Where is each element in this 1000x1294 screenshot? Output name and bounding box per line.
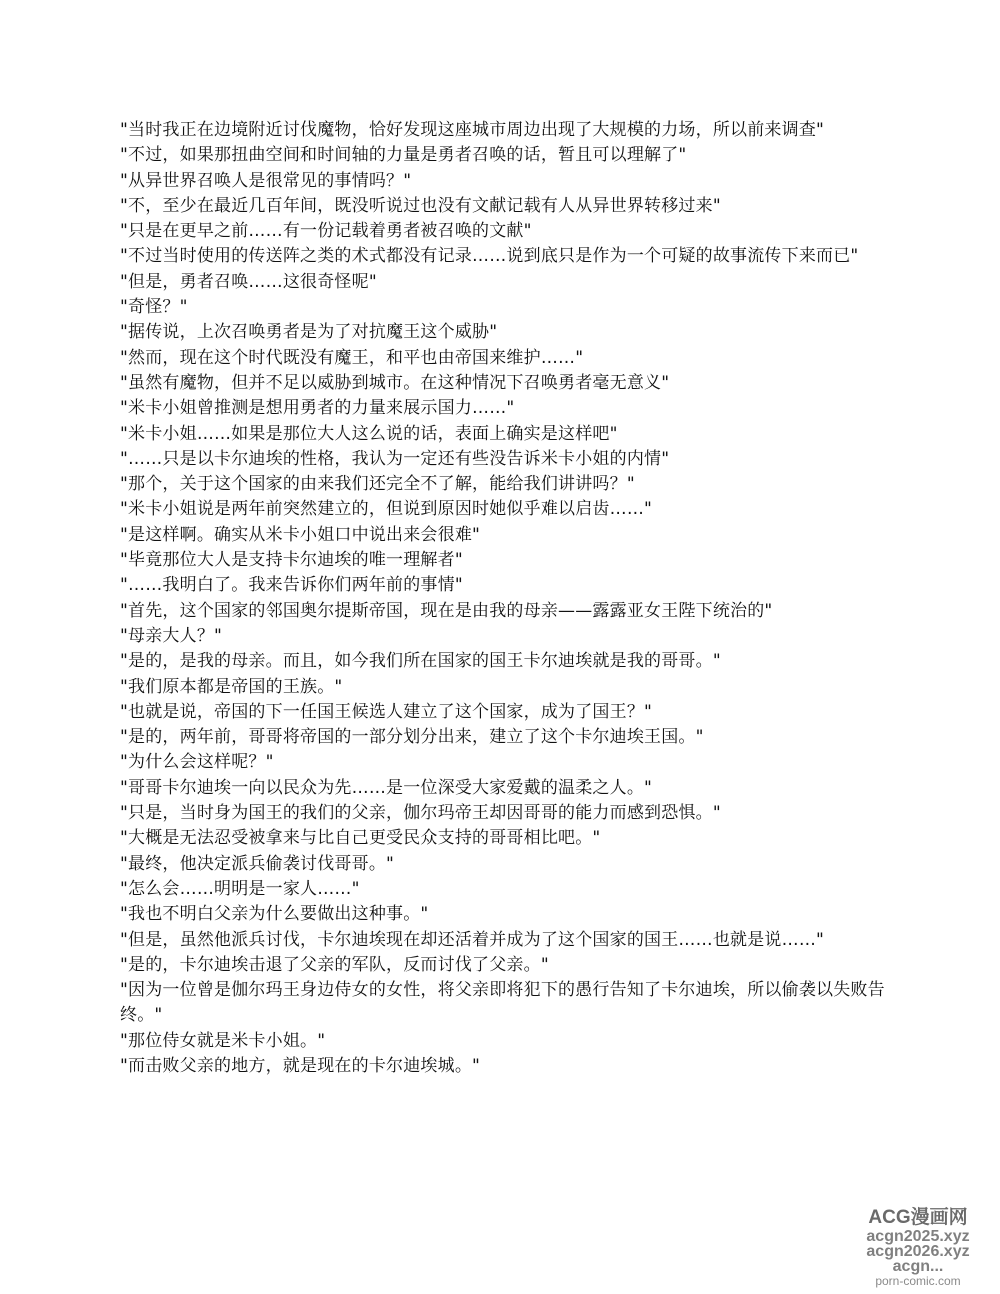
text-line: "从异世界召唤人是很常见的事情吗？" [120,170,412,191]
text-line: "是的，是我的母亲。而且，如今我们所在国家的国王卡尔迪埃就是我的哥哥。" [120,651,721,672]
text-line: "……我明白了。我来告诉你们两年前的事情" [120,575,463,596]
text-line: "然而，现在这个时代既没有魔王，和平也由帝国来维护……" [120,347,584,368]
text-line: "但是，勇者召唤……这很奇怪呢" [120,271,377,292]
text-line: "米卡小姐……如果是那位大人这么说的话，表面上确实是这样吧" [120,423,618,444]
text-line: "是这样啊。确实从米卡小姐口中说出来会很难" [120,524,481,545]
text-line: "是的，卡尔迪埃击退了父亲的军队，反而讨伐了父亲。" [120,954,549,975]
text-line: "也就是说，帝国的下一任国王候选人建立了这个国家，成为了国王？" [120,701,653,722]
text-line: "是的，两年前，哥哥将帝国的一部分划分出来，建立了这个卡尔迪埃王国。" [120,727,704,748]
text-line: "首先，这个国家的邻国奥尔提斯帝国，现在是由我的母亲——露露亚女王陛下统治的" [120,600,773,621]
watermark-domain: acgn... [892,1258,944,1275]
text-line: "不，至少在最近几百年间，既没听说过也没有文献记载有人从异世界转移过来" [120,195,721,216]
text-line: "但是，虽然他派兵讨伐，卡尔迪埃现在却还活着并成为了这个国家的国王……也就是说……" [120,929,825,950]
watermark-domain: porn-comic.com [875,1274,961,1288]
text-line: "为什么会这样呢？" [120,752,274,773]
text-line: "我也不明白父亲为什么要做出这种事。" [120,904,429,925]
text-line: "米卡小姐曾推测是想用勇者的力量来展示国力……" [120,398,515,419]
watermark-logo: ACG漫画网 [868,1207,968,1228]
text-line: "……只是以卡尔迪埃的性格，我认为一定还有些没告诉米卡小姐的内情" [120,448,670,469]
text-line: "大概是无法忍受被拿来与比自己更受民众支持的哥哥相比吧。" [120,828,601,849]
text-line: "最终，他决定派兵偷袭讨伐哥哥。" [120,853,395,874]
text-line: "毕竟那位大人是支持卡尔迪埃的唯一理解者" [120,550,463,571]
text-line: "只是在更早之前……有一份记载着勇者被召唤的文献" [120,221,532,242]
watermark-domain: acgn2026.xyz [866,1243,970,1260]
document-body [120,118,890,1079]
text-line: "我们原本都是帝国的王族。" [120,676,343,697]
text-line: "母亲大人？" [120,625,223,646]
text-line: "那个，关于这个国家的由来我们还完全不了解，能给我们讲讲吗？" [120,474,635,495]
watermark-domain: acgn2025.xyz [866,1228,970,1245]
text-line: "不过，如果那扭曲空间和时间轴的力量是勇者召唤的话，暂且可以理解了" [120,145,687,166]
text-line: "当时我正在边境附近讨伐魔物，恰好发现这座城市周边出现了大规模的力场，所以前来调查" [120,120,825,140]
text-line: "怎么会……明明是一家人……" [120,878,360,899]
text-line: "米卡小姐说是两年前突然建立的，但说到原因时她似乎难以启齿……" [120,499,653,520]
text-line: "而击败父亲的地方，就是现在的卡尔迪埃城。" [120,1055,481,1076]
text-line: "哥哥卡尔迪埃一向以民众为先……是一位深受大家爱戴的温柔之人。" [120,777,653,798]
text-line: "那位侍女就是米卡小姐。" [120,1030,326,1051]
text-line: "只是，当时身为国王的我们的父亲，伽尔玛帝王却因哥哥的能力而感到恐惧。" [120,803,721,824]
text-line: "奇怪？" [120,297,188,318]
text-line: "虽然有魔物，但并不足以威胁到城市。在这种情况下召唤勇者毫无意义" [120,372,670,393]
text-line: "因为一位曾是伽尔玛王身边侍女的女性，将父亲即将犯下的愚行告知了卡尔迪埃，所以偷袭以失败告终。" [120,980,885,1026]
site-watermark [844,1207,992,1288]
text-line: "不过当时使用的传送阵之类的术式都没有记录……说到底只是作为一个可疑的故事流传下来而已" [120,246,859,267]
text-line: "据传说，上次召唤勇者是为了对抗魔王这个威胁" [120,322,498,343]
